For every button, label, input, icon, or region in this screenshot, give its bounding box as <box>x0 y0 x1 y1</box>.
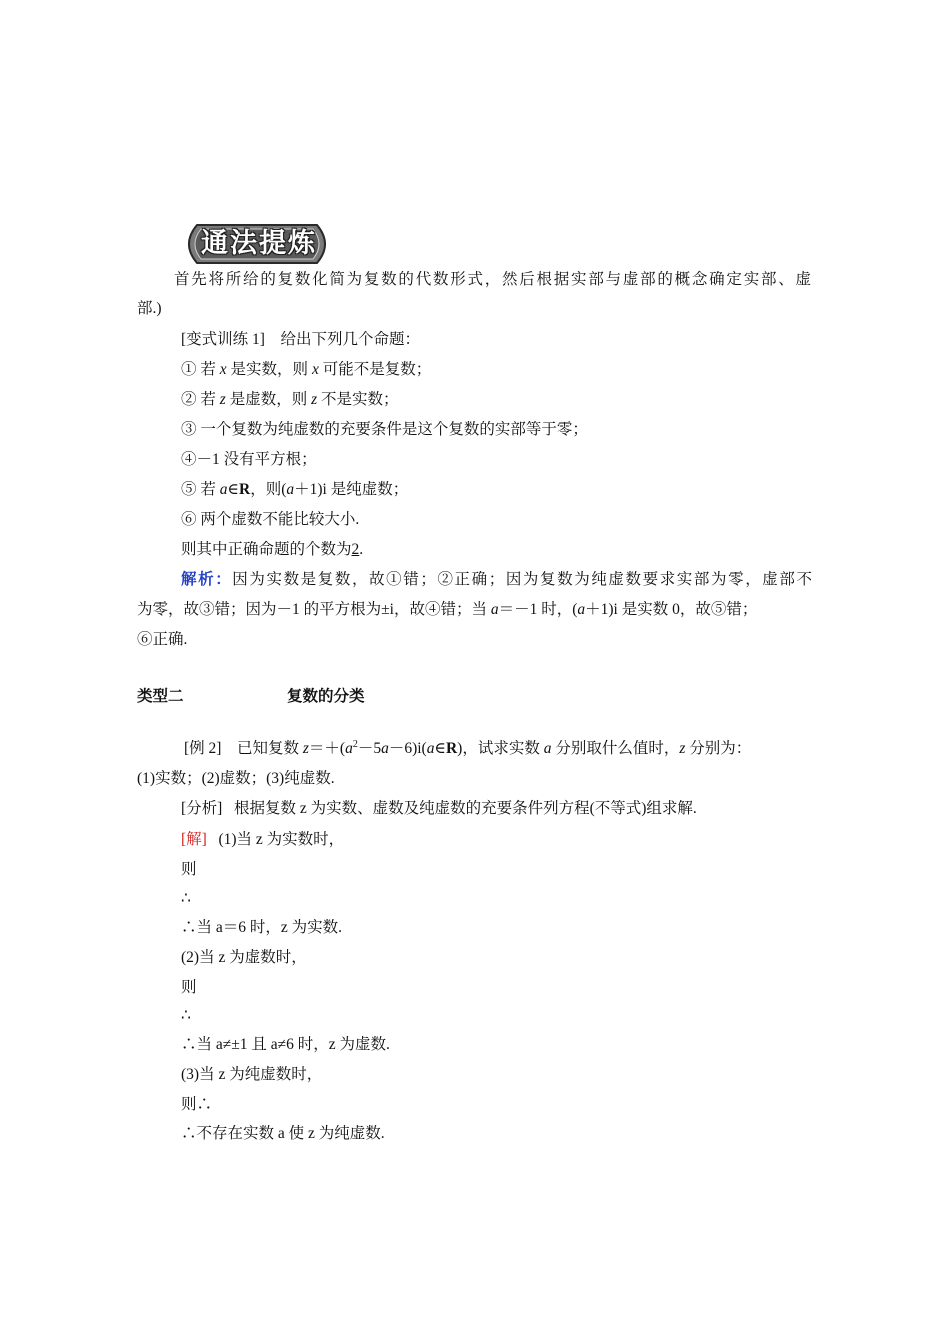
proposition-2: ② 若 z 是虚数，则 z 不是实数； <box>181 391 399 408</box>
method-summary-badge <box>183 222 335 266</box>
step-7: ∴ <box>181 1007 191 1024</box>
analysis-tag: [分析] <box>181 800 223 817</box>
solution2-tag: [解] <box>181 831 207 848</box>
proposition-3: ③ 一个复数为纯虚数的充要条件是这个复数的实部等于零； <box>181 421 588 438</box>
analysis-line: [分析] 根据复数 z 为实数、虚数及纯虚数的充要条件列方程(不等式)组求解. <box>181 800 697 817</box>
exercise-intro: 给出下列几个命题： <box>280 331 420 348</box>
example-tag: [例 2] <box>184 740 222 757</box>
step-9: (3)当 z 为纯虚数时， <box>181 1066 323 1083</box>
exercise-tag: [变式训练 1] <box>181 331 265 348</box>
section-type: 类型二 <box>137 687 184 705</box>
exercise-header <box>181 330 420 350</box>
proposition-5: ⑤ 若 a∈R，则(a＋1)i 是纯虚数； <box>181 481 409 498</box>
badge-title: 通法提炼 <box>201 228 317 259</box>
step-5: (2)当 z 为虚数时， <box>181 949 307 966</box>
method-text-line2: 部.) <box>137 300 162 317</box>
solution-line2: 为零，故③错；因为－1 的平方根为±i，故④错；当 a＝－1 时，(a＋1)i 是实数 0，故⑤错； <box>137 601 758 618</box>
step-8: ∴当 a≠±1 且 a≠6 时，z 为虚数. <box>181 1036 390 1053</box>
step-4: ∴当 a＝6 时，z 为实数. <box>181 919 343 936</box>
proposition-4: ④－1 没有平方根； <box>181 451 317 468</box>
step-6: 则 <box>181 979 197 996</box>
step-11: ∴不存在实数 a 使 z 为纯虚数. <box>181 1125 385 1142</box>
example-line2: (1)实数；(2)虚数；(3)纯虚数. <box>137 770 335 787</box>
exercise-answer: 则其中正确命题的个数为2. <box>181 541 364 558</box>
solution-line1: 解析：因为实数是复数，故①错；②正确；因为复数为纯虚数要求实部为零，虚部不 <box>181 571 812 588</box>
answer-value: 2 <box>351 541 360 558</box>
step-2: 则 <box>181 861 197 878</box>
solution2-line1: [解] (1)当 z 为实数时， <box>181 831 345 848</box>
step-3: ∴ <box>181 890 191 907</box>
proposition-6: ⑥ 两个虚数不能比较大小. <box>181 511 360 528</box>
proposition-1: ① 若 x 是实数，则 x 可能不是复数； <box>181 361 432 378</box>
section-title: 复数的分类 <box>287 687 365 705</box>
solution-label: 解析： <box>181 571 233 588</box>
solution-line3: ⑥正确. <box>137 631 188 648</box>
method-text-line1: 首先将所给的复数化简为复数的代数形式，然后根据实部与虚部的概念确定实部、虚 <box>174 271 811 288</box>
step-10: 则∴ <box>181 1096 213 1113</box>
example-line1: [例 2] 已知复数 $z=+(a^2-5a-6)i(a\in R)$，试求实数 a 分别取什么值时，z 分别为： <box>184 738 752 757</box>
